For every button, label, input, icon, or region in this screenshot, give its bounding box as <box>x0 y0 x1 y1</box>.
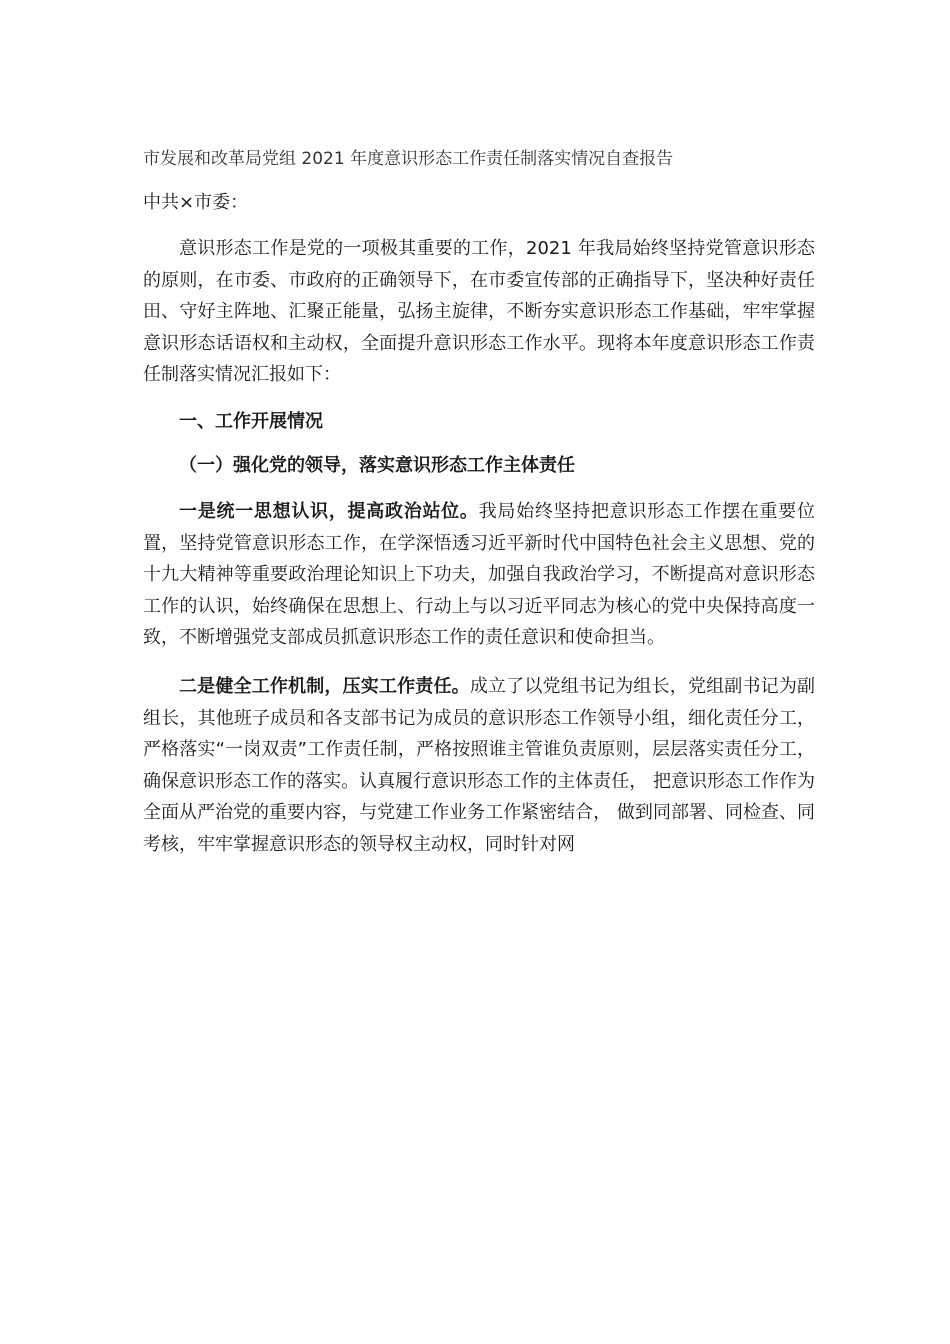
salutation: 中共×市委： <box>143 192 249 213</box>
point-two-body: 成立了以党组书记为组长，党组副书记为副组长，其他班子成员和各支部书记为成员的意识形态工作领导小组，细化责任分工，严格落实“一岗双责”工作责任制，严格按照谁主管谁负责原则，层层落实责任分工，确保意识形态工作的落实。认真履行意识形态工作的主体责任， 把意识形态工作作为全面从严治党的重要内容，与党建工作业务工作紧密结合， 做到同部署、同检查、同考核，牢牢掌握意识形态的领导权主动权，同时针对网 <box>143 675 816 855</box>
point-two-paragraph <box>143 671 815 861</box>
document-title: 市发展和改革局党组 2021 年度意识形态工作责任制落实情况自查报告 <box>143 149 674 169</box>
section-heading: 一、工作开展情况 <box>179 410 323 432</box>
point-one-paragraph <box>143 496 815 654</box>
point-one-body: 我局始终坚持把意识形态工作摆在重要位置，坚持党管意识形态工作，在学深悟透习近平新时代中国特色社会主义思想、党的十九大精神等重要政治理论知识上下功夫，加强自我政治学习，不断提高对意识形态工作的认识，始终确保在思想上、行动上与以习近平同志为核心的党中央保持高度一致，不断增强党支部成员抓意识形态工作的责任意识和使命担当。 <box>143 500 816 649</box>
subsection-heading: （一）强化党的领导，落实意识形态工作主体责任 <box>179 454 575 476</box>
document-page <box>143 145 815 878</box>
intro-paragraph: 意识形态工作是党的一项极其重要的工作，2021 年我局始终坚持党管意识形态的原则，在市委、市政府的正确领导下，在市委宣传部的正确指导下，坚决种好责任田、守好主阵地、汇聚正能量，弘扬主旋律，不断夯实意识形态工作基础，牢牢掌握意识形态话语权和主动权，全面提升意识形态工作水平。现将本年度意识形态工作责任制落实情况汇报如下： <box>143 238 815 386</box>
point-one-lead: 一是统一思想认识，提高政治站位。 <box>179 500 479 522</box>
point-two-lead: 二是健全工作机制，压实工作责任。 <box>179 675 470 697</box>
